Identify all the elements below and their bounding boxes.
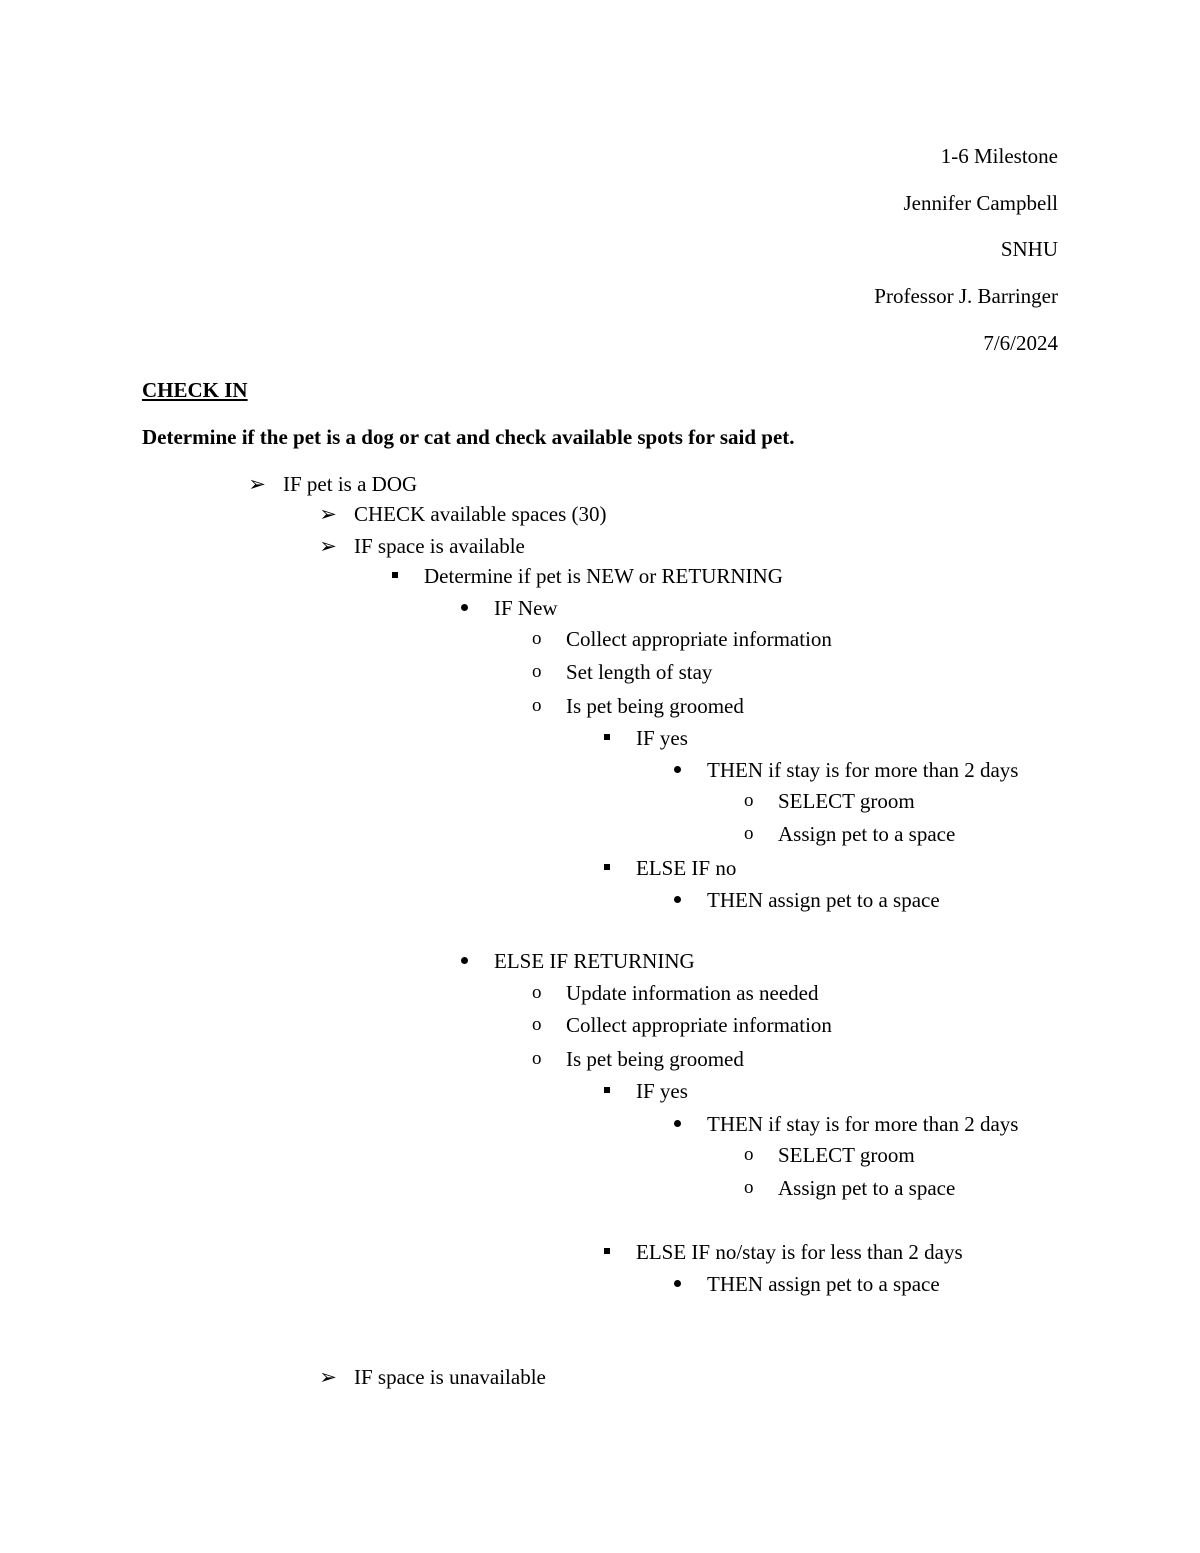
outline-item-new-yes: IF yes bbox=[636, 726, 688, 750]
round-bullet-icon bbox=[674, 766, 681, 773]
intro-paragraph: Determine if the pet is a dog or cat and check available spots for said pet. bbox=[142, 425, 795, 449]
outline-item-new-collect: Collect appropriate information bbox=[566, 627, 832, 651]
round-bullet-icon bbox=[461, 604, 468, 611]
outline-item-dog: IF pet is a DOG bbox=[283, 472, 418, 496]
circle-bullet-icon: o bbox=[532, 1014, 542, 1035]
square-bullet-icon bbox=[604, 1248, 610, 1254]
arrow-bullet-icon: ➢ bbox=[248, 472, 266, 496]
outline-item-if-new: IF New bbox=[494, 596, 558, 620]
outline-item-new-else-no: ELSE IF no bbox=[636, 856, 737, 880]
outline-item-ret-assign: Assign pet to a space bbox=[778, 1176, 956, 1200]
outline-item-ret-select-groom: SELECT groom bbox=[778, 1143, 915, 1167]
outline-item-new-then-more: THEN if stay is for more than 2 days bbox=[707, 758, 1019, 782]
outline-item-determine: Determine if pet is NEW or RETURNING bbox=[424, 564, 783, 588]
outline-item-new-length: Set length of stay bbox=[566, 660, 713, 684]
section-heading: CHECK IN bbox=[142, 378, 248, 402]
arrow-bullet-icon: ➢ bbox=[319, 534, 337, 558]
circle-bullet-icon: o bbox=[532, 1048, 542, 1069]
round-bullet-icon bbox=[674, 1120, 681, 1127]
school-name: SNHU bbox=[1000, 237, 1058, 261]
circle-bullet-icon: o bbox=[532, 661, 542, 682]
outline-item-space-available: IF space is available bbox=[354, 534, 525, 558]
square-bullet-icon bbox=[604, 864, 610, 870]
document-date: 7/6/2024 bbox=[983, 331, 1058, 355]
outline-item-ret-else-no: ELSE IF no/stay is for less than 2 days bbox=[636, 1240, 963, 1264]
outline-item-ret-then-more: THEN if stay is for more than 2 days bbox=[707, 1112, 1019, 1136]
circle-bullet-icon: o bbox=[532, 982, 542, 1003]
circle-bullet-icon: o bbox=[532, 695, 542, 716]
circle-bullet-icon: o bbox=[744, 1177, 754, 1198]
outline-item-new-select-groom: SELECT groom bbox=[778, 789, 915, 813]
outline-item-new-groomed: Is pet being groomed bbox=[566, 694, 744, 718]
outline-item-ret-yes: IF yes bbox=[636, 1079, 688, 1103]
square-bullet-icon bbox=[392, 572, 398, 578]
square-bullet-icon bbox=[604, 734, 610, 740]
round-bullet-icon bbox=[674, 896, 681, 903]
professor-name: Professor J. Barringer bbox=[874, 284, 1058, 308]
circle-bullet-icon: o bbox=[744, 790, 754, 811]
outline-item-ret-then-assign: THEN assign pet to a space bbox=[707, 1272, 940, 1296]
outline-item-ret-groomed: Is pet being groomed bbox=[566, 1047, 744, 1071]
outline-item-check-spaces: CHECK available spaces (30) bbox=[354, 502, 607, 526]
square-bullet-icon bbox=[604, 1087, 610, 1093]
arrow-bullet-icon: ➢ bbox=[319, 1365, 337, 1389]
round-bullet-icon bbox=[674, 1280, 681, 1287]
outline-item-new-then-assign: THEN assign pet to a space bbox=[707, 888, 940, 912]
outline-item-new-assign: Assign pet to a space bbox=[778, 822, 956, 846]
outline-item-returning: ELSE IF RETURNING bbox=[494, 949, 695, 973]
outline-item-ret-update: Update information as needed bbox=[566, 981, 819, 1005]
outline-item-ret-collect: Collect appropriate information bbox=[566, 1013, 832, 1037]
circle-bullet-icon: o bbox=[744, 823, 754, 844]
round-bullet-icon bbox=[461, 957, 468, 964]
outline-item-space-unavailable: IF space is unavailable bbox=[354, 1365, 546, 1389]
circle-bullet-icon: o bbox=[744, 1144, 754, 1165]
author-name: Jennifer Campbell bbox=[903, 191, 1058, 215]
circle-bullet-icon: o bbox=[532, 628, 542, 649]
assignment-title: 1-6 Milestone bbox=[940, 144, 1058, 168]
arrow-bullet-icon: ➢ bbox=[319, 502, 337, 526]
